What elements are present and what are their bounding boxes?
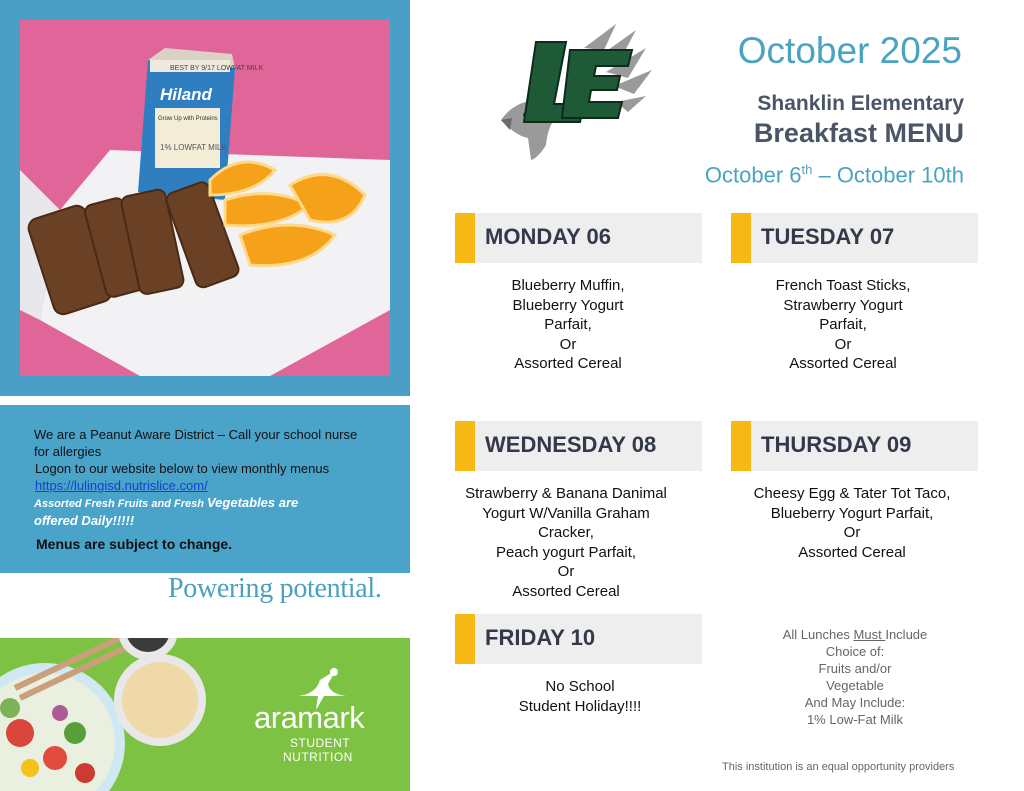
peanut-aware-notice: We are a Peanut Aware District – Call your school nurse bbox=[34, 427, 358, 442]
day-label: TUESDAY 07 bbox=[761, 224, 895, 249]
day-label: WEDNESDAY 08 bbox=[485, 432, 657, 457]
day-label: MONDAY 06 bbox=[485, 224, 611, 249]
school-name: Shanklin Elementary bbox=[757, 92, 964, 115]
info-panel bbox=[0, 405, 410, 573]
website-notice: Logon to our website below to view monthly menus bbox=[35, 461, 330, 476]
nutrition-label: NUTRITION bbox=[283, 750, 353, 764]
day-header-wednesday bbox=[455, 421, 702, 471]
student-label: STUDENT bbox=[290, 736, 351, 750]
school-eagle-logo bbox=[496, 20, 656, 165]
day-header-thursday bbox=[731, 421, 978, 471]
allergy-notice: for allergies bbox=[34, 444, 102, 459]
day-menu-monday: Blueberry Muffin, Blueberry Yogurt Parfait, Or Assorted Cereal bbox=[511, 277, 625, 372]
svg-text:Hiland: Hiland bbox=[160, 85, 212, 104]
day-menu-friday: No School Student Holiday!!!! bbox=[518, 678, 642, 715]
day-header-tuesday bbox=[731, 213, 978, 263]
offered-daily-text: offered Daily!!!!! bbox=[34, 513, 135, 528]
nutrislice-link[interactable]: https://lulingisd.nutrislice.com/ bbox=[35, 478, 208, 493]
day-accent-bar bbox=[731, 213, 751, 263]
day-menu-tuesday: French Toast Sticks, Strawberry Yogurt Parfait, Or Assorted Cereal bbox=[775, 277, 911, 372]
day-menu-wednesday: Strawberry & Banana Danimal Yogurt W/Vanilla Graham Cracker, Peach yogurt Parfait, Or Assorted Cereal bbox=[465, 485, 667, 600]
day-label: THURSDAY 09 bbox=[761, 432, 912, 457]
day-accent-bar bbox=[731, 421, 751, 471]
fresh-fruits-text: Assorted Fresh Fruits and Fresh bbox=[34, 498, 207, 510]
day-accent-bar bbox=[455, 421, 475, 471]
powering-potential-slogan: Powering potential. bbox=[168, 573, 382, 604]
week-range: October 6th – October 10th bbox=[704, 162, 964, 188]
day-accent-bar bbox=[455, 213, 475, 263]
day-accent-bar bbox=[455, 614, 475, 664]
page-title: October 2025 bbox=[737, 30, 962, 71]
menu-title: Breakfast MENU bbox=[753, 118, 964, 148]
equal-opportunity-footer: This institution is an equal opportunity providers bbox=[722, 761, 955, 773]
day-header-monday bbox=[455, 213, 702, 263]
svg-text:Grow Up with Proteins: Grow Up with Proteins bbox=[158, 116, 218, 122]
food-photo-panel bbox=[0, 0, 410, 396]
subject-to-change-text: Menus are subject to change. bbox=[36, 536, 233, 552]
food-photo bbox=[20, 20, 390, 376]
svg-text:BEST BY 9/17 LOWFAT MILK: BEST BY 9/17 LOWFAT MILK bbox=[170, 65, 264, 72]
lunch-requirements-note: All Lunches Must Include Choice of: Fruits and/or Vegetable And May Include: 1% Low-Fat Milk bbox=[782, 627, 928, 727]
aramark-wordmark: aramark bbox=[254, 700, 365, 735]
day-menu-thursday: Cheesy Egg & Tater Tot Taco, Blueberry Yogurt Parfait, Or Assorted Cereal bbox=[753, 485, 951, 561]
aramark-panel bbox=[0, 638, 410, 791]
day-header-friday bbox=[455, 614, 702, 664]
vegetables-text: Vegetables are bbox=[206, 495, 299, 510]
breakfast-plate-illustration bbox=[20, 20, 390, 376]
day-label: FRIDAY 10 bbox=[485, 625, 596, 650]
svg-text:1% LOWFAT MILK: 1% LOWFAT MILK bbox=[160, 143, 227, 152]
